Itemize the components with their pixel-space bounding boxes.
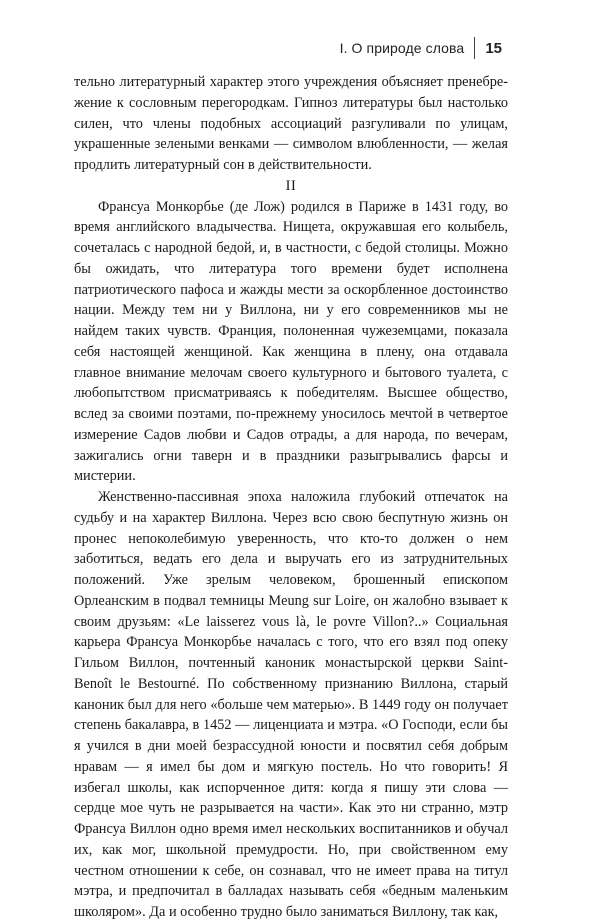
page-body	[74, 72, 508, 923]
paragraph: Женственно-пассивная эпоха наложила глубокий отпечаток на судьбу и на характер Виллона. Через всю свою беспутную жизнь он пронес непоколебимую уверенность, что кто-то должен о нем заботиться, ведать его дела и выручать его из затруднительных положений. Уже зрелым человеком, брошенный епископом Орлеанским в подвал темницы Meung sur Loire, он жалобно взывает к своим друзьям: «Le laisserez vous là, le povre Villon?..» Социальная карьера Франсуа Монкорбье началась с того, что его взял под опеку Гильом Виллон, почтенный каноник монастырской церкви Saint-Benoît le Bestourné. По собственному признанию Виллона, старый каноник был для него «больше чем матерью». В 1449 году он получает степень бакалавра, в 1452 — лиценциата и мэтра. «О Господи, если бы я учился в дни моей безрассудной юности и посвятил себя добрым нравам — я имел бы дом и мягкую постель. Но что говорить! Я избегал школы, как испорченное дитя: когда я пишу эти слова — сердце мое чуть не разрывается на части». Как это ни странно, мэтр Франсуа Виллон одно время имел нескольких воспитанников и обучал их, как мог, школьной премудрости. Но, при свойственном ему честном отношении к себе, он сознавал, что не имеет права на титул мэтра, и предпочитал в балладах называть себя «бедным маленьким школяром». Да и особенно трудно было заниматься Виллону, так как,	[74, 489, 508, 920]
paragraph-continued: тельно литературный характер этого учреждения объясняет пренебрежение к сословным перегородкам. Гипноз литературы был настолько силен, что члены подобных ассоциаций разгуливали по улицам, украшенные зелеными венками — символом влюбленности, — желая продлить литературный сон в действительности.	[74, 74, 508, 173]
chapter-title: I. О природе слова	[339, 40, 465, 56]
paragraph: Франсуа Монкорбье (де Лож) родился в Париже в 1431 году, во время английского владычества. Нищета, окружавшая его колыбель, сочеталась с народной бедой, и, в частности, с бедой столицы. Можно бы ожидать, что литература того времени будет исполнена патриотического пафоса и жажды мести за оскорбленное достоинство нации. Между тем ни у Виллона, ни у его современников мы не найдем таких чувств. Франция, полоненная чужеземцами, показала себя настоящей женщиной. Как женщина в плену, она отдавала главное внимание мелочам своего культурного и бытового туалета, с любопытством присматриваясь к победителям. Высшее общество, вслед за своими поэтами, по-прежнему уносилось мечтой в четвертое измерение Садов любви и Садов отрады, а для народа, по вечерам, зажигались огни таверн и в праздники разыгрывались фарсы и мистерии.	[74, 198, 508, 485]
page-number: 15	[485, 39, 502, 57]
running-head	[340, 36, 502, 60]
section-heading: II	[285, 177, 297, 194]
